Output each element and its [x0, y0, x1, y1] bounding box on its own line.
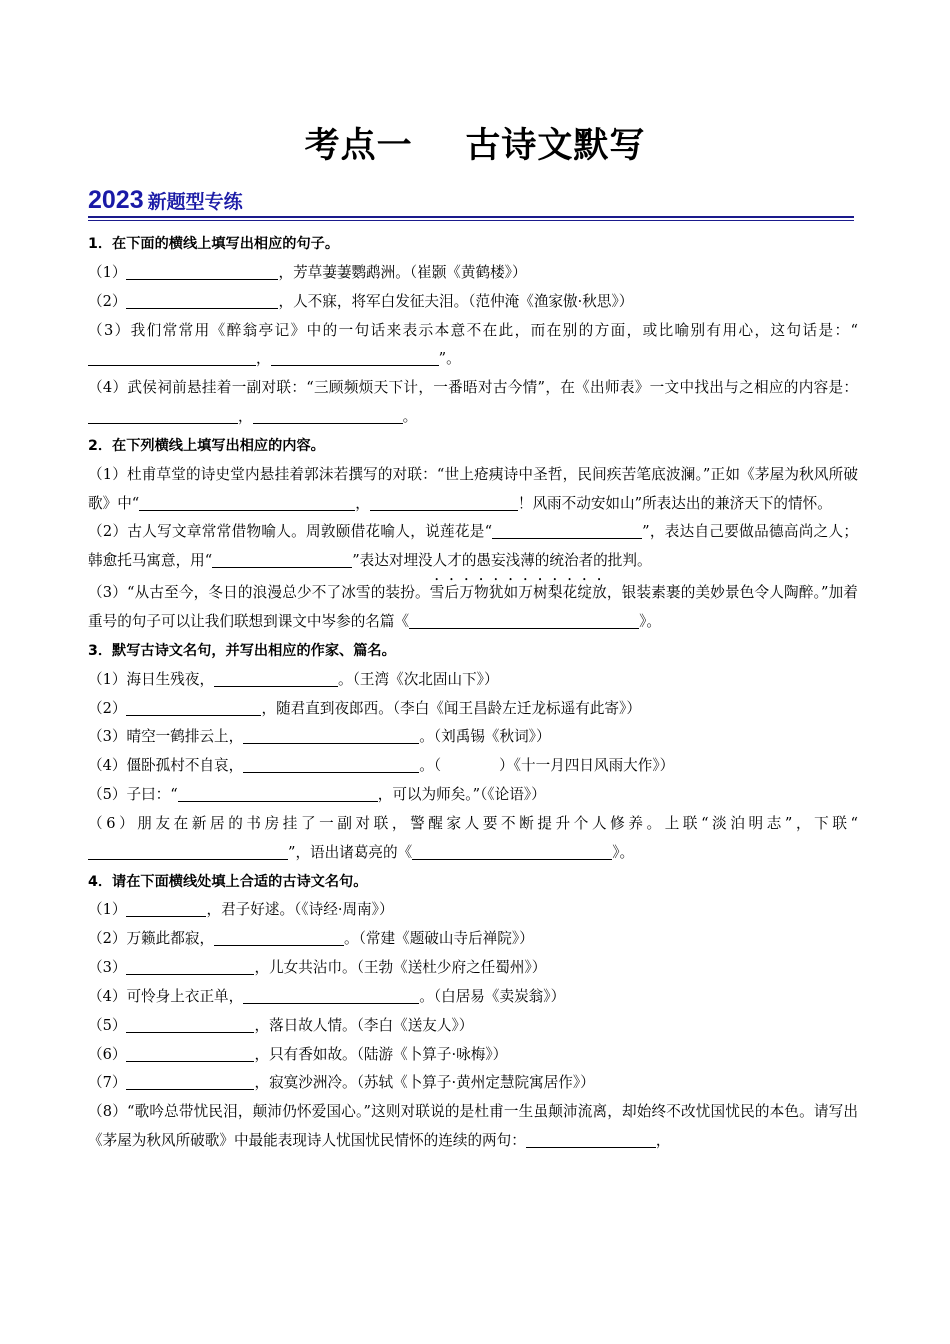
answer-blank[interactable] — [88, 349, 256, 366]
answer-blank[interactable] — [492, 522, 642, 539]
q3-item-4: （4）僵卧孤村不自哀， 。（ ）《十一月四日风雨大作》） — [88, 757, 675, 775]
answer-blank[interactable] — [126, 900, 206, 917]
answer-blank[interactable] — [214, 929, 344, 946]
answer-blank[interactable] — [139, 494, 355, 511]
q4-item-4: （4）可怜身上衣正单， 。（白居易《卖炭翁》） — [88, 987, 566, 1005]
answer-blank[interactable] — [126, 292, 278, 309]
q2-item-1: （1）杜甫草堂的诗史堂内悬挂着郭沫若撰写的对联：“世上疮痍诗中圣哲，民间疾苦笔底波澜。”正如《茅屋为秋风所破歌》中“ ， ！风雨不动安如山”所表达出的兼济天下的情怀。 — [88, 465, 858, 512]
answer-blank[interactable] — [126, 263, 278, 280]
answer-blank[interactable] — [409, 612, 639, 629]
emphasized-sentence: 雪后万物犹如万树梨花绽放 — [429, 584, 607, 602]
answer-blank[interactable] — [214, 670, 338, 687]
q1-item-3: （3）我们常常用《醉翁亭记》中的一句话来表示本意不在此，而在别的方面，或比喻别有用心，这句话是：“， ”。 — [88, 321, 858, 368]
section-header — [88, 186, 854, 218]
answer-blank[interactable] — [271, 349, 439, 366]
answer-blank[interactable] — [212, 551, 352, 568]
q4-item-2: （2）万籁此都寂， 。（常建《题破山寺后禅院》） — [88, 930, 534, 948]
answer-blank[interactable] — [126, 699, 261, 716]
question-content — [88, 230, 858, 1156]
answer-blank[interactable] — [412, 843, 612, 860]
q3-item-2: （2） ，随君直到夜郎西。（李白《闻王昌龄左迁龙标遥有此寄》） — [88, 699, 641, 717]
answer-blank[interactable] — [253, 407, 403, 424]
q3-item-6: （6）朋友在新居的书房挂了一副对联，警醒家人要不断提升个人修养。上联“淡泊明志”，下联“”，语出诸葛亮的《 》。 — [88, 814, 858, 861]
q4-item-3: （3） ，儿女共沾巾。（王勃《送杜少府之任蜀州》） — [88, 959, 547, 977]
q4-item-5: （5） ，落日故人情。（李白《送友人》） — [88, 1016, 474, 1034]
answer-blank[interactable] — [126, 1016, 254, 1033]
q3-item-5: （5）子曰：“ ，可以为师矣。”（《论语》） — [88, 786, 546, 804]
answer-blank[interactable] — [126, 1073, 254, 1090]
q4-item-1: （1） ，君子好逑。（《诗经·周南》） — [88, 901, 394, 919]
answer-blank[interactable] — [243, 756, 419, 773]
q1-item-2: （2） ，人不寐，将军白发征夫泪。（范仲淹《渔家傲·秋思》） — [88, 292, 634, 310]
q4-item-8: （8）“歌吟总带忧民泪，颠沛仍怀爱国心。”这则对联说的是杜甫一生虽颠沛流离，却始终不改忧国忧民的本色。请写出《茅屋为秋风所破歌》中最能表现诗人忧国忧民情怀的连续的两句： ， — [88, 1103, 858, 1150]
answer-blank[interactable] — [178, 785, 378, 802]
q4-item-6: （6） ，只有香如故。（陆游《卜算子·咏梅》） — [88, 1045, 508, 1063]
question-1-heading: 1．在下面的横线上填写出相应的句子。 — [88, 236, 340, 252]
question-3-heading: 3．默写古诗文名句，并写出相应的作家、篇名。 — [88, 642, 396, 659]
answer-blank[interactable] — [88, 843, 288, 860]
answer-blank[interactable] — [126, 958, 254, 975]
question-4-heading: 4．请在下面横线处填上合适的古诗文名句。 — [88, 873, 368, 890]
answer-blank[interactable] — [88, 407, 238, 424]
q1-item-1: （1） ，芳草萋萋鹦鹉洲。（崔颢《黄鹤楼》） — [88, 263, 527, 281]
q4-item-7: （7） ，寂寞沙洲冷。（苏轼《卜算子·黄州定慧院寓居作》） — [88, 1074, 595, 1092]
answer-blank[interactable] — [243, 727, 419, 744]
q2-item-3: （3）“从古至今，冬日的浪漫总少不了冰雪的装扮。雪后万物犹如万树梨花绽放，银装素裹的美妙景色令人陶醉。”加着重号的句子可以让我们联想到课文中岑参的名篇《 》。 — [88, 584, 858, 630]
q3-item-3: （3）晴空一鹤排云上， 。（刘禹锡《秋词》） — [88, 728, 551, 746]
q3-item-1: （1）海日生残夜， 。（王湾《次北固山下》） — [88, 670, 499, 688]
section-label: 新题型专练 — [147, 191, 243, 213]
q2-item-2: （2）古人写文章常常借物喻人。周敦颐借花喻人，说莲花是“ ”，表达自己要做品德高尚之人；韩愈托马寓意，用“ ”表达对埋没人才的愚妄浅薄的统治者的批判。 — [88, 523, 858, 570]
answer-blank[interactable] — [126, 1045, 254, 1062]
page-title: 考点一 古诗文默写 — [304, 126, 646, 166]
section-year: 2023 — [88, 186, 144, 214]
q1-item-4: （4）武侯祠前悬挂着一副对联：“三顾频烦天下计，一番晤对古今情”，在《出师表》一文中找出与之相应的内容是：， 。 — [88, 379, 858, 426]
question-2-heading: 2．在下列横线上填写出相应的内容。 — [88, 437, 325, 454]
answer-blank[interactable] — [243, 987, 419, 1004]
answer-blank[interactable] — [526, 1131, 656, 1148]
answer-blank[interactable] — [370, 494, 518, 511]
